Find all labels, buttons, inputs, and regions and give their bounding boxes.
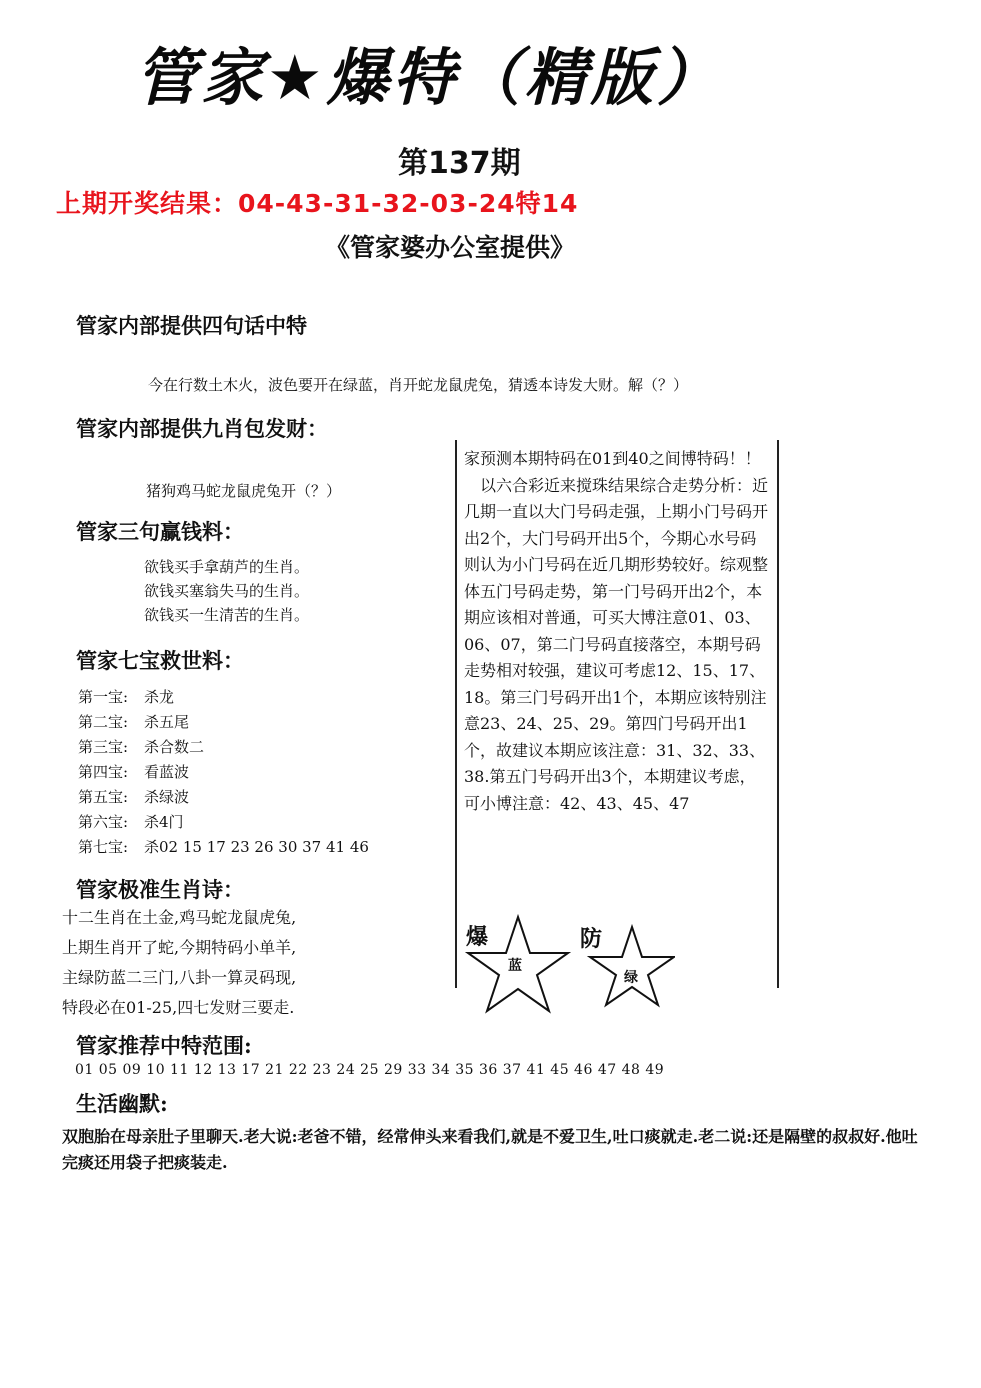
star-right-inner: 绿 [624, 970, 638, 986]
three-lines-item: 欲钱买塞翁失马的生肖。 [144, 582, 310, 600]
stars-graphic [460, 905, 675, 1020]
humor-heading: 生活幽默: [76, 1091, 168, 1116]
treasure-item: 第四宝: 看蓝波 [78, 763, 190, 781]
star-left-label: 爆 [466, 924, 489, 950]
nine-zodiac-text: 猪狗鸡马蛇龙鼠虎兔开（？） [146, 482, 342, 500]
treasure-item: 第七宝: 杀02 15 17 23 26 30 37 41 46 [78, 838, 369, 856]
three-lines-list [144, 555, 309, 627]
three-lines-heading: 管家三句赢钱料： [76, 519, 244, 544]
treasure-item: 第六宝: 杀4门 [78, 813, 184, 831]
four-sentences-text: 今在行数土木火，波色要开在绿蓝，肖开蛇龙鼠虎兔，猜透本诗发大财。解（？） [148, 376, 689, 394]
star-right-label: 防 [580, 926, 603, 952]
three-lines-item: 欲钱买一生清苦的生肖。 [144, 606, 310, 624]
zodiac-poem-heading: 管家极准生肖诗： [76, 877, 244, 902]
humor-text: 双胞胎在母亲肚子里聊天.老大说:老爸不错，经常伸头来看我们,就是不爱卫生,吐口痰就走.老二说:还是隔壁的叔叔好.他吐完痰还用袋子把痰装走. [62, 1127, 918, 1172]
provider-line: 《管家婆办公室提供》 [325, 233, 576, 262]
four-sentences-heading: 管家内部提供四句话中特 [76, 313, 307, 338]
treasure-item: 第一宝: 杀龙 [78, 688, 175, 706]
treasure-item: 第三宝: 杀合数二 [78, 738, 205, 756]
recommend-numbers: 01 05 09 10 11 12 13 17 21 22 23 24 25 29 33 34 35 36 37 41 45 46 47 48 49 [75, 1062, 665, 1078]
issue-number: 第137期 [398, 146, 521, 181]
last-result: 上期开奖结果：04-43-31-32-03-24特14 [56, 189, 579, 218]
recommend-heading: 管家推荐中特范围: [76, 1033, 252, 1058]
star-left-inner: 蓝 [508, 958, 522, 974]
three-lines-item: 欲钱买手拿葫芦的生肖。 [144, 558, 310, 576]
poem-line: 特段必在01-25,四七发财三要走. [62, 998, 295, 1017]
poem-line: 十二生肖在土金,鸡马蛇龙鼠虎兔, [62, 908, 297, 927]
treasure-item: 第二宝: 杀五尾 [78, 713, 190, 731]
nine-zodiac-heading: 管家内部提供九肖包发财： [76, 416, 328, 441]
zodiac-poem-lines [62, 903, 296, 1023]
prediction-text: 家预测本期特码在01到40之间博特码！！ 以六合彩近来搅珠结果综合走势分析：近几期一直以大门号码走强，上期小门号码开出2个，大门号码开出5个，今期心水号码则认为小门号码在近几期形势较好。综观整体五门号码走势，第一门号码开出2个，本期应该相对普通，可买大博注意01、03、06、07，第二门号码直接落空，本期号码走势相对较强，建议可考虑12、15、17、18。第三门号码开出1个，本期应该特别注意23、24、25、29。第四门号码开出1个，故建议本期应该注意：31、32、33、38.第五门号码开出3个，本期建议考虑，可小博注意：42、43、45、47 [464, 449, 769, 813]
masthead-title: 管家★爆特（精版） [135, 41, 723, 114]
seven-treasures-heading: 管家七宝救世料： [76, 648, 244, 673]
poem-line: 上期生肖开了蛇,今期特码小单羊, [62, 938, 297, 957]
treasure-item: 第五宝: 杀绿波 [78, 788, 190, 806]
star-icon [590, 927, 674, 1005]
seven-treasures-list [78, 685, 369, 860]
poem-line: 主绿防蓝二三门,八卦一算灵码现, [62, 968, 297, 987]
